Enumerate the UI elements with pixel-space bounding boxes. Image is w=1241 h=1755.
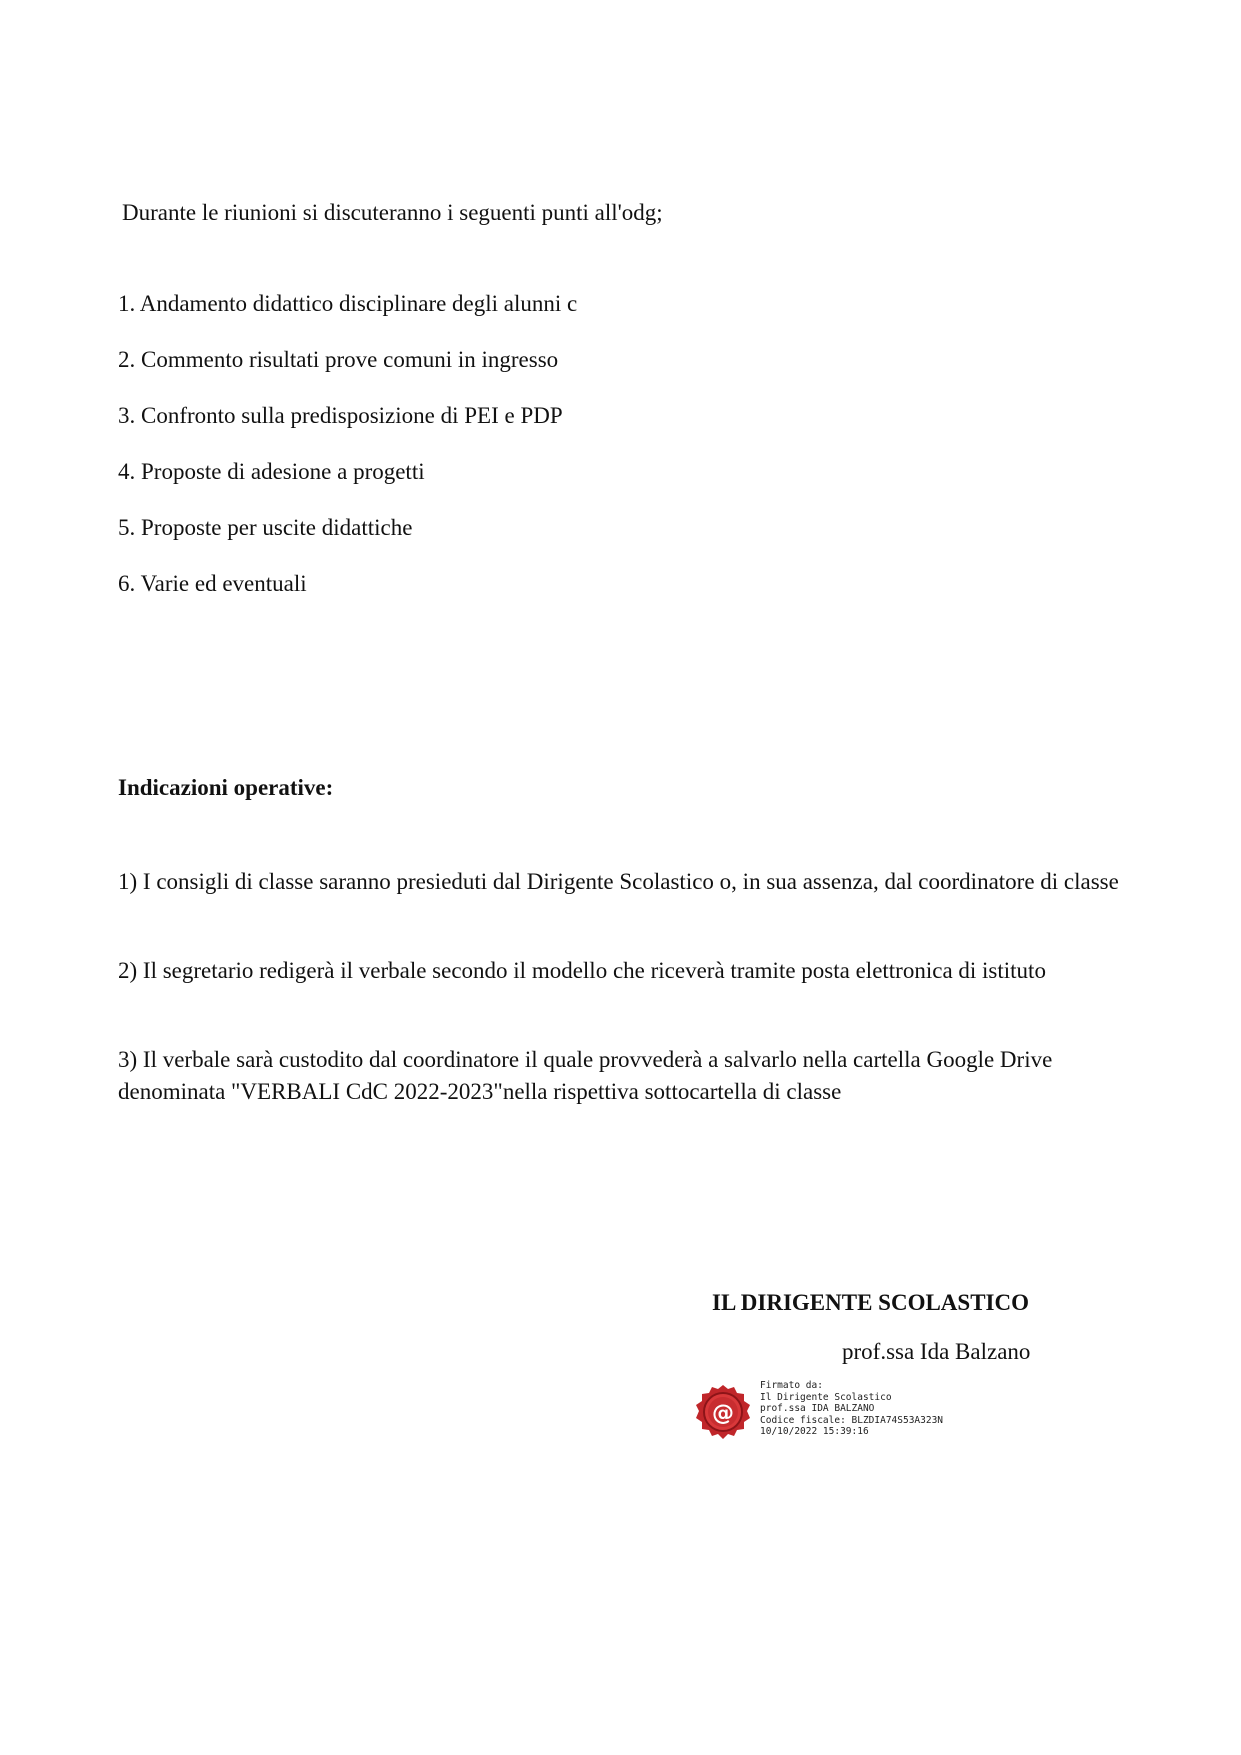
- stamp-line-4: Codice fiscale: BLZDIA74S53A323N: [760, 1414, 944, 1426]
- intro-text: Durante le riunioni si discuteranno i seguenti punti all'odg;: [122, 200, 663, 225]
- operative-heading: Indicazioni operative:: [118, 775, 334, 800]
- agenda-item-1: 1. Andamento didattico disciplinare degli alunni c: [118, 291, 578, 316]
- svg-text:@: @: [712, 1401, 734, 1426]
- operative-item-2: 2) Il segretario redigerà il verbale secondo il modello che riceverà tramite posta elettronica di istituto: [118, 958, 1046, 983]
- digital-signature-stamp: [760, 1380, 943, 1438]
- agenda-item-4: 4. Proposte di adesione a progetti: [118, 459, 425, 484]
- stamp-line-1: Firmato da:: [760, 1380, 823, 1391]
- stamp-line-5: 10/10/2022 15:39:16: [760, 1426, 869, 1437]
- operative-item-1: 1) I consigli di classe saranno presieduti dal Dirigente Scolastico o, in sua assenza, dal coordinatore di classe: [118, 869, 1119, 894]
- stamp-line-2: Il Dirigente Scolastico: [760, 1391, 892, 1403]
- stamp-line-3: prof.ssa IDA BALZANO: [760, 1403, 875, 1414]
- wax-seal-at-icon: [694, 1383, 752, 1441]
- signature-name: prof.ssa Ida Balzano: [842, 1339, 1031, 1364]
- operative-item-3: 3) Il verbale sarà custodito dal coordinatore il quale provvederà a salvarlo nella cartella Google Drive denominata "VERBALI CdC 2022-2023"nella rispettiva sottocartella di classe: [118, 1047, 1053, 1104]
- agenda-item-2: 2. Commento risultati prove comuni in ingresso: [118, 347, 559, 372]
- signature-title: IL DIRIGENTE SCOLASTICO: [712, 1290, 1029, 1315]
- agenda-item-3: 3. Confronto sulla predisposizione di PEI e PDP: [118, 403, 563, 428]
- agenda-item-5: 5. Proposte per uscite didattiche: [118, 515, 413, 540]
- agenda-item-6: 6. Varie ed eventuali: [118, 571, 307, 596]
